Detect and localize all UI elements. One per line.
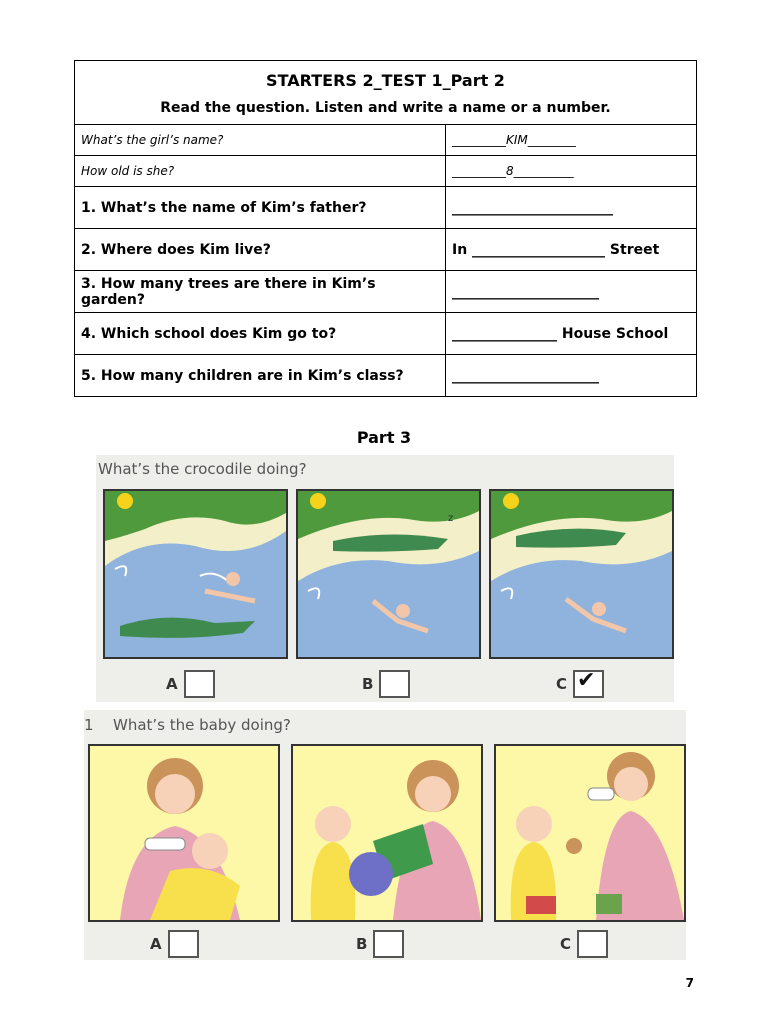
part2-table bbox=[74, 60, 697, 397]
option-b[interactable]: B bbox=[362, 670, 410, 698]
question-text: 5. How many children are in Kim’s class? bbox=[75, 355, 446, 397]
q1-option-a[interactable]: A bbox=[150, 930, 199, 958]
example-question: What’s the girl’s name? bbox=[75, 125, 446, 156]
part3-title: Part 3 bbox=[356, 428, 412, 447]
test-title: STARTERS 2_TEST 1_Part 2 bbox=[266, 71, 505, 90]
option-a[interactable]: A bbox=[166, 670, 215, 698]
picture-a-crocodile-swimming bbox=[103, 489, 288, 659]
question1-number: 1 bbox=[84, 716, 94, 734]
question-row bbox=[75, 313, 697, 355]
picture-c-crocodile-on-bank bbox=[489, 489, 674, 659]
q1-checkbox-b[interactable] bbox=[373, 930, 404, 958]
checkbox-a[interactable] bbox=[184, 670, 215, 698]
question-row bbox=[75, 355, 697, 397]
picture-c-baby-playing-toys bbox=[494, 744, 686, 922]
answer-blank[interactable]: _____________________ bbox=[446, 355, 697, 397]
example-question: How old is she? bbox=[75, 156, 446, 187]
answer-blank[interactable]: _______________ House School bbox=[446, 313, 697, 355]
example-answer: _________KIM________ bbox=[446, 125, 697, 156]
question-row bbox=[75, 187, 697, 229]
question-row bbox=[75, 229, 697, 271]
svg-text:z: z bbox=[448, 513, 454, 524]
question1-text: What’s the baby doing? bbox=[113, 716, 291, 734]
option-c[interactable]: C ✔ bbox=[556, 670, 604, 698]
question-text: 4. Which school does Kim go to? bbox=[75, 313, 446, 355]
question-text: 2. Where does Kim live? bbox=[75, 229, 446, 271]
example-row bbox=[75, 156, 697, 187]
example-row bbox=[75, 125, 697, 156]
question-text: 1. What’s the name of Kim’s father? bbox=[75, 187, 446, 229]
checkbox-c[interactable] bbox=[573, 670, 604, 698]
example-answer: _________8__________ bbox=[446, 156, 697, 187]
q1-checkbox-c[interactable] bbox=[577, 930, 608, 958]
answer-blank[interactable]: In ___________________ Street bbox=[446, 229, 697, 271]
picture-a-baby-drinking bbox=[88, 744, 280, 922]
checkbox-b[interactable] bbox=[379, 670, 410, 698]
question-text: 3. How many trees are there in Kim’s garden? bbox=[75, 271, 446, 313]
q1-checkbox-a[interactable] bbox=[168, 930, 199, 958]
answer-blank[interactable]: _____________________ bbox=[446, 271, 697, 313]
picture-b-crocodile-sleeping bbox=[296, 489, 481, 659]
q1-option-c[interactable]: C bbox=[560, 930, 608, 958]
picture-b-baby-with-ball bbox=[291, 744, 483, 922]
test-instruction: Read the question. Listen and write a name or a number. bbox=[160, 100, 611, 116]
table-header-row bbox=[75, 61, 697, 125]
example-question-text: What’s the crocodile doing? bbox=[98, 460, 307, 478]
q1-option-b[interactable]: B bbox=[356, 930, 404, 958]
check-mark-icon: ✔ bbox=[577, 668, 596, 693]
answer-blank[interactable]: _______________________ bbox=[446, 187, 697, 229]
page-number: 7 bbox=[685, 976, 694, 990]
question-row bbox=[75, 271, 697, 313]
